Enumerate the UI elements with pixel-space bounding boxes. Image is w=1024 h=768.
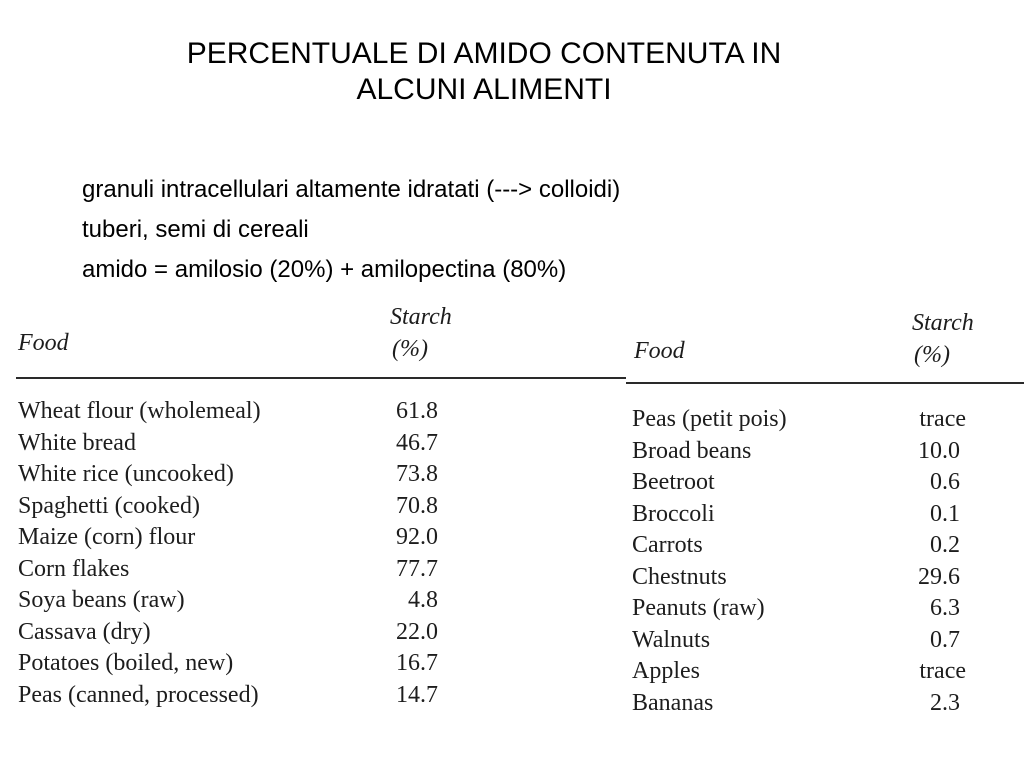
food-name: Potatoes (boiled, new): [18, 650, 234, 676]
table-row: [632, 436, 972, 468]
table-row: [632, 688, 972, 720]
starch-value: 22.0: [396, 618, 438, 645]
table-row: [18, 554, 448, 586]
food-name: Broad beans: [632, 437, 752, 464]
starch-table-scan: [0, 296, 1024, 746]
table-row: [632, 530, 972, 562]
table-row: [18, 680, 448, 712]
food-name: Walnuts: [632, 626, 711, 653]
right-starch-unit-header: (%): [914, 342, 950, 368]
table-row: [632, 404, 972, 436]
title-line-2: ALCUNI ALIMENTI: [356, 73, 612, 106]
left-table-body: [18, 396, 448, 711]
bullet-line: amido = amilosio (20%) + amilopectina (80%): [82, 256, 567, 283]
left-food-header: Food: [18, 330, 69, 356]
left-starch-header: Starch: [390, 304, 452, 330]
right-starch-header: Starch: [912, 310, 974, 336]
table-row: [18, 428, 448, 460]
title-line-1: PERCENTUALE DI AMIDO CONTENUTA IN: [186, 37, 782, 70]
food-name: Apples: [632, 658, 700, 684]
right-header-rule: [626, 382, 1024, 384]
right-table-body: [632, 404, 972, 719]
food-name: Bananas: [632, 689, 714, 716]
table-row: [632, 499, 972, 531]
starch-value: 0.1: [930, 500, 960, 527]
starch-value: 0.2: [930, 532, 960, 558]
food-name: Peas (canned, processed): [18, 681, 259, 708]
bullet-list: [82, 170, 620, 290]
starch-value: 29.6: [918, 563, 960, 590]
food-name: Chestnuts: [632, 563, 727, 590]
starch-value: 73.8: [396, 461, 438, 487]
starch-value: trace: [919, 658, 966, 684]
starch-value: 70.8: [396, 492, 438, 519]
table-row: [18, 459, 448, 491]
starch-value: 2.3: [930, 689, 960, 716]
table-row: [632, 562, 972, 594]
starch-value: 0.7: [930, 626, 960, 653]
right-food-header: Food: [634, 338, 685, 364]
starch-value: 77.7: [396, 555, 438, 582]
left-starch-unit-header: (%): [392, 336, 428, 362]
food-name: Broccoli: [632, 500, 715, 527]
starch-value: 6.3: [930, 595, 960, 621]
food-name: Peas (petit pois): [632, 406, 787, 432]
starch-value: 0.6: [930, 469, 960, 495]
food-name: Peanuts (raw): [632, 595, 765, 621]
bullet-line: granuli intracellulari altamente idratati (---> colloidi): [82, 176, 621, 203]
starch-value: 4.8: [408, 587, 438, 613]
food-name: Cassava (dry): [18, 618, 151, 645]
starch-value: 14.7: [396, 681, 438, 708]
food-name: Maize (corn) flour: [18, 524, 196, 550]
table-row: [18, 585, 448, 617]
food-name: White rice (uncooked): [18, 461, 234, 487]
table-row: [632, 467, 972, 499]
starch-value: 10.0: [918, 437, 960, 464]
food-name: Carrots: [632, 532, 703, 558]
table-row: [632, 625, 972, 657]
table-row: [632, 593, 972, 625]
starch-value: 92.0: [396, 524, 438, 550]
food-name: Corn flakes: [18, 555, 130, 582]
food-name: Beetroot: [632, 469, 715, 495]
starch-value: 61.8: [396, 398, 438, 424]
food-name: Spaghetti (cooked): [18, 492, 200, 519]
slide-title: [0, 36, 968, 108]
table-row: [18, 648, 448, 680]
table-row: [18, 396, 448, 428]
left-header-rule: [16, 377, 626, 379]
food-name: Wheat flour (wholemeal): [18, 398, 261, 424]
starch-value: 46.7: [396, 429, 438, 456]
starch-value: trace: [919, 406, 966, 432]
table-row: [632, 656, 972, 688]
table-row: [18, 491, 448, 523]
bullet-line: tuberi, semi di cereali: [82, 216, 309, 243]
table-row: [18, 522, 448, 554]
food-name: White bread: [18, 429, 136, 456]
table-row: [18, 617, 448, 649]
starch-value: 16.7: [396, 650, 438, 676]
food-name: Soya beans (raw): [18, 587, 185, 613]
